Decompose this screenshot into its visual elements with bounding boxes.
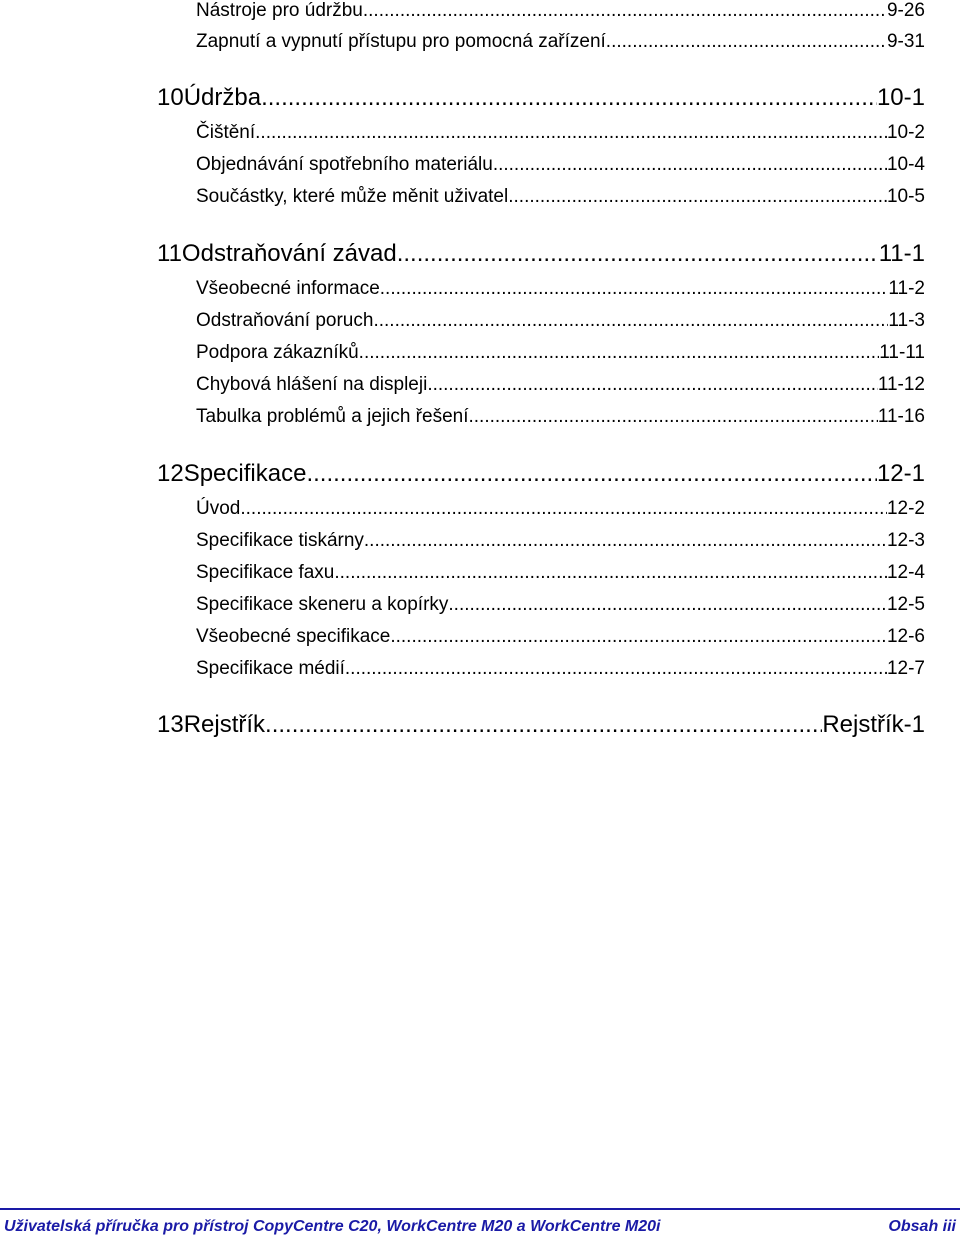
toc-entry-page: 12-3 — [886, 530, 925, 551]
toc-entry[interactable] — [196, 594, 925, 616]
toc-entry-title: Specifikace faxu — [196, 562, 335, 583]
toc-dot-leader — [380, 278, 889, 300]
toc-entry[interactable] — [196, 374, 925, 396]
toc-entry[interactable] — [196, 310, 925, 332]
toc-dot-leader — [390, 626, 887, 648]
toc-dot-leader — [493, 154, 887, 176]
toc-entry-title: Úvod — [196, 498, 241, 519]
footer-divider — [0, 1208, 960, 1210]
toc-entry-page: 11-3 — [888, 310, 925, 331]
toc-dot-leader — [359, 342, 880, 364]
toc-dot-leader — [364, 530, 887, 552]
toc-chapter-entry[interactable] — [157, 460, 925, 488]
toc-chapter-entry[interactable] — [157, 711, 925, 739]
toc-entry-title: Podpora zákazníků — [196, 342, 359, 363]
toc-dot-leader — [345, 658, 887, 680]
toc-entry-page: 11-11 — [879, 342, 925, 363]
toc-dot-leader — [334, 562, 887, 584]
toc-chapter-page: 12-1 — [876, 460, 925, 487]
toc-chapter-entry[interactable] — [157, 240, 925, 268]
toc-dot-leader — [469, 406, 878, 428]
toc-entry-page: 11-12 — [877, 374, 925, 395]
toc-chapter-title: Specifikace — [183, 460, 307, 487]
toc-entry-title: Odstraňování poruch — [196, 310, 374, 331]
toc-chapter-page: Rejstřík-1 — [822, 711, 925, 738]
toc-entry[interactable] — [196, 562, 925, 584]
toc-dot-leader — [306, 460, 877, 488]
toc-entry-title: Součástky, které může měnit uživatel — [196, 186, 509, 207]
toc-entry-title: Čištění — [196, 122, 256, 143]
toc-chapter-entry[interactable] — [157, 84, 925, 112]
toc-chapter-page: 10-1 — [876, 84, 925, 111]
toc-dot-leader — [427, 374, 878, 396]
toc-entry-page: 9-26 — [886, 0, 925, 21]
toc-chapter-title: Odstraňování závad — [181, 240, 397, 267]
toc-entry-title: Nástroje pro údržbu — [196, 0, 363, 21]
toc-dot-leader — [265, 711, 822, 739]
toc-dot-leader — [261, 84, 877, 112]
toc-chapter-page: 11-1 — [878, 240, 925, 267]
toc-entry[interactable] — [196, 186, 925, 208]
toc-entry[interactable] — [196, 154, 925, 176]
toc-entry[interactable] — [196, 0, 925, 22]
toc-dot-leader — [508, 186, 887, 208]
toc-entry-page: 12-7 — [886, 658, 925, 679]
toc-entry-title: Všeobecné specifikace — [196, 626, 391, 647]
toc-entry-title: Zapnutí a vypnutí přístupu pro pomocná zařízení — [196, 31, 606, 52]
toc-dot-leader — [397, 240, 879, 268]
toc-entry-page: 10-4 — [886, 154, 925, 175]
toc-entry[interactable] — [196, 530, 925, 552]
toc-entry-title: Specifikace tiskárny — [196, 530, 364, 551]
toc-chapter-number: 12 — [157, 460, 184, 487]
toc-entry-title: Všeobecné informace — [196, 278, 380, 299]
page-footer — [0, 1208, 960, 1242]
toc-chapter-title: Rejstřík — [183, 711, 266, 738]
toc-entry[interactable] — [196, 278, 925, 300]
toc-entry-title: Specifikace skeneru a kopírky — [196, 594, 449, 615]
toc-dot-leader — [373, 310, 888, 332]
toc-entry[interactable] — [196, 658, 925, 680]
toc-entry-page: 10-2 — [886, 122, 925, 143]
toc-dot-leader — [255, 122, 887, 144]
toc-entry-title: Chybová hlášení na displeji — [196, 374, 428, 395]
toc-chapter-number: 13 — [157, 711, 184, 738]
toc-entry-title: Objednávání spotřebního materiálu — [196, 154, 493, 175]
toc-entry[interactable] — [196, 31, 925, 53]
toc-chapter-title: Údržba — [183, 84, 262, 111]
footer-page-number: Obsah iii — [888, 1218, 956, 1235]
toc-dot-leader — [363, 0, 887, 22]
toc-dot-leader — [448, 594, 887, 616]
toc-entry-page: 12-4 — [886, 562, 925, 583]
toc-entry-page: 12-2 — [886, 498, 925, 519]
toc-entry-title: Tabulka problémů a jejich řešení — [196, 406, 469, 427]
toc-chapter-number: 11 — [157, 240, 182, 267]
toc-chapter-number: 10 — [157, 84, 184, 111]
toc-dot-leader — [606, 31, 887, 53]
toc-entry-page: 11-2 — [888, 278, 925, 299]
toc-entry[interactable] — [196, 498, 925, 520]
toc-entry-page: 10-5 — [886, 186, 925, 207]
footer-document-title: Uživatelská příručka pro přístroj CopyCentre C20, WorkCentre M20 a WorkCentre M20i — [4, 1218, 661, 1235]
toc-entry-page: 9-31 — [886, 31, 925, 52]
toc-entry[interactable] — [196, 626, 925, 648]
toc-entry[interactable] — [196, 406, 925, 428]
toc-entry-page: 12-5 — [886, 594, 925, 615]
toc-dot-leader — [240, 498, 887, 520]
toc-entry-page: 11-16 — [877, 406, 925, 427]
toc-entry-title: Specifikace médií — [196, 658, 345, 679]
toc-entry-page: 12-6 — [886, 626, 925, 647]
toc-entry[interactable] — [196, 122, 925, 144]
toc-entry[interactable] — [196, 342, 925, 364]
